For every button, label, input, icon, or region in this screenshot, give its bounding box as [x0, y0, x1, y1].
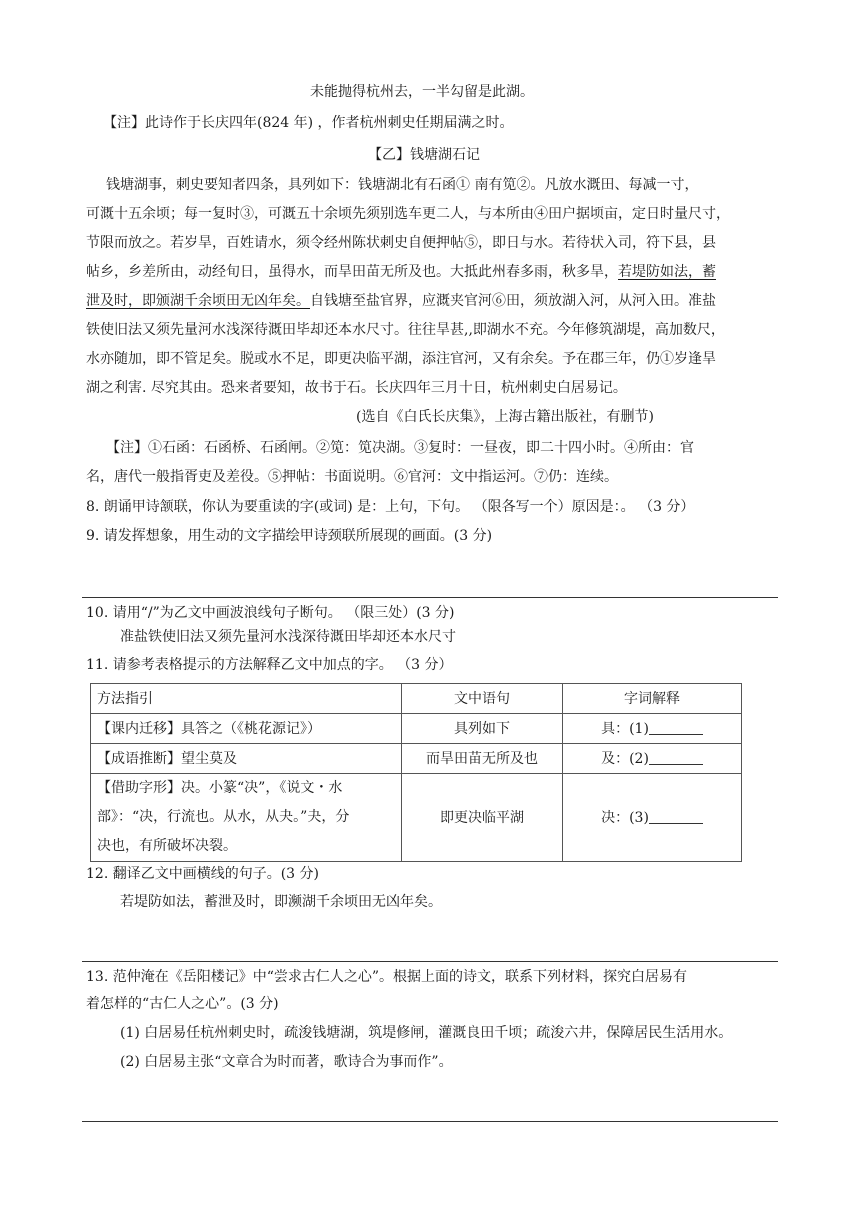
method-table — [90, 683, 742, 862]
passage-line — [86, 262, 716, 282]
poem-last-line: 未能抛得杭州去，一半勾留是此湖。 — [310, 84, 534, 100]
material-2: (2) 白居易主张“文章合为时而著，歌诗合为事而作”。 — [120, 1054, 453, 1070]
passage-line: 水亦随加，即不管足矣。脱或水不足，即更决临平湖，添注官河，又有余矣。予在郡三年，仍①岁逢旱 — [86, 351, 716, 367]
answer-line — [82, 597, 778, 598]
cell-label: 决：(3) — [601, 809, 649, 826]
question-10: 10. 请用“/”为乙文中画波浪线句子断句。 （限三处）(3 分) — [86, 605, 455, 621]
question-9: 9. 请发挥想象，用生动的文字描绘甲诗颈联所展现的画面。(3 分) — [86, 528, 493, 544]
passage-line: 可溉十五余顷；每一复时③，可溉五十余顷先须别选车更二人，与本所由④田户据顷亩，定日时量尺寸， — [86, 206, 730, 222]
wavy-sentence-line: 铁使旧法又须先量河水浅深待溉田毕却还本水尺寸。往往旱甚,,即湖水不充。今年修筑湖堤，高加数尺， — [86, 322, 725, 338]
passage-note: 名，唐代一般指胥吏及差役。⑤押帖：书面说明。⑥官河：文中指运河。⑦仍：连续。 — [86, 469, 618, 485]
table-cell — [563, 714, 742, 744]
table-header-row — [91, 684, 742, 714]
cell-line: 部》：“决，行流也。从水，从夬。”夬，分 — [97, 809, 350, 825]
cell-label: 及：(2) — [601, 750, 649, 767]
poem-note: 【注】此诗作于长庆四年(824 年) ，作者杭州刺史任期届满之时。 — [103, 115, 514, 131]
table-header: 方法指引 — [91, 684, 402, 714]
answer-blank[interactable] — [649, 750, 703, 765]
table-cell — [91, 774, 402, 862]
answer-blank[interactable] — [649, 809, 703, 824]
question-13: 着怎样的“古仁人之心”。(3 分) — [86, 996, 279, 1012]
question-13: 13. 范仲淹在《岳阳楼记》中“尝求古仁人之心”。根据上面的诗文，联系下列材料，探究白居易有 — [86, 969, 688, 985]
passage-note: 【注】①石函：石函桥、石函闸。②笕：笕决湖。③复时：一昼夜，即二十四小时。④所由：官 — [106, 440, 694, 456]
underlined-sentence-end: 泄及时，即颁湖千余顷田无凶年矣。 — [86, 293, 310, 309]
table-row — [91, 714, 742, 744]
table-cell — [563, 774, 742, 862]
table-cell: 【课内迁移】具答之（《桃花源记》） — [91, 714, 402, 744]
passage-text: 帖乡，乡差所由，动经旬日，虽得水，而旱田苗无所及也。大抵此州春多雨，秋多旱， — [86, 264, 618, 280]
passage-line: 钱塘湖事，刺史要知者四条，具列如下：钱塘湖北有石函① 南有笕②。凡放水溉田、每减一寸， — [106, 177, 699, 193]
underlined-sentence-start: 若堤防如法，蓄 — [618, 264, 716, 280]
cell-label: 具：(1) — [601, 720, 649, 737]
table-cell: 具列如下 — [402, 714, 563, 744]
answer-blank[interactable] — [649, 720, 703, 735]
answer-line — [82, 961, 778, 962]
table-row — [91, 744, 742, 774]
passage-text: 自钱塘至盐官界，应溉夹官河⑥田，须放湖入河，从河入田。准盐 — [310, 293, 716, 309]
question-11: 11. 请参考表格提示的方法解释乙文中加点的字。 （3 分） — [86, 657, 453, 673]
question-8: 8. 朗诵甲诗颔联，你认为要重读的字(或词) 是：上句，下句。 （限各写一个）原因是：。 （3 分） — [86, 499, 695, 515]
answer-line — [82, 1121, 778, 1122]
table-cell — [563, 744, 742, 774]
table-cell: 而旱田苗无所及也 — [402, 744, 563, 774]
cell-line: 【借助字形】决。小篆“决”，《说文・水 — [97, 780, 343, 796]
source-citation: (选自《白氏长庆集》，上海古籍出版社，有删节) — [356, 409, 654, 425]
passage-line — [86, 291, 716, 311]
passage-line: 节限而放之。若岁旱，百姓请水，须令经州陈状刺史自便押帖⑤，即日与水。若待状入司，符下县，县 — [86, 235, 716, 251]
table-cell: 【成语推断】望尘莫及 — [91, 744, 402, 774]
table-header: 字词解释 — [563, 684, 742, 714]
question-10-sentence: 准盐铁使旧法又须先量河水浅深待溉田毕却还本水尺寸 — [120, 629, 456, 645]
question-12: 12. 翻译乙文中画横线的句子。(3 分) — [86, 866, 319, 882]
cell-line: 决也，有所破坏决裂。 — [97, 838, 237, 854]
table-row — [91, 774, 742, 862]
question-12-sentence: 若堤防如法，蓄泄及时，即濒湖千余顷田无凶年矣。 — [120, 894, 442, 910]
table-header: 文中语句 — [402, 684, 563, 714]
material-1: (1) 白居易任杭州刺史时，疏浚钱塘湖，筑堤修闸，灌溉良田千顷；疏浚六井，保障居民生活用水。 — [120, 1025, 733, 1041]
passage-title: 【乙】钱塘湖石记 — [368, 147, 480, 163]
passage-line: 湖之利害. 尽究其由。恐来者要知，故书于石。长庆四年三月十日，杭州刺史白居易记。 — [86, 380, 627, 396]
table-cell: 即更决临平湖 — [402, 774, 563, 862]
